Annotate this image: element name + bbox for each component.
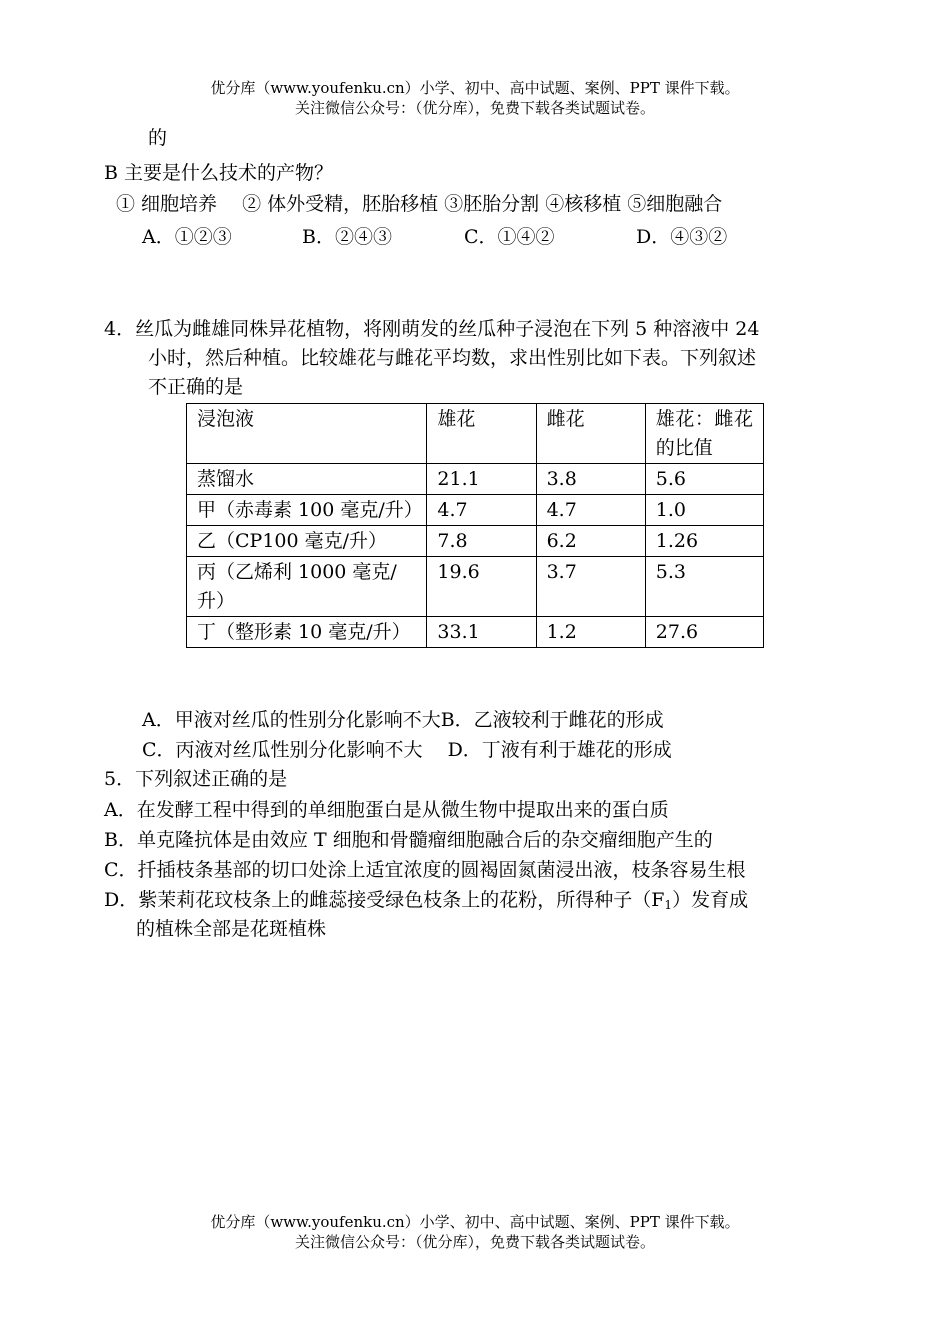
table-cell: 1.26 xyxy=(645,526,763,557)
header-line-2: 关注微信公众号：（优分库），免费下载各类试题试卷。 xyxy=(294,99,655,117)
q5-stem: 5．下列叙述正确的是 xyxy=(104,768,288,790)
table-cell: 7.8 xyxy=(427,526,536,557)
table-header-cell: 雄花：雌花的比值 xyxy=(645,404,763,464)
q4-options-cd: C．丙液对丝瓜性别分化影响不大 D．丁液有利于雄花的形成 xyxy=(142,739,672,761)
table-header-cell: 雄花 xyxy=(427,404,536,464)
q4-options-ab: A．甲液对丝瓜的性别分化影响不大B．乙液较利于雌花的形成 xyxy=(142,709,664,731)
table-header-cell: 浸泡液 xyxy=(187,404,427,464)
table-row xyxy=(187,617,764,648)
table-cell: 蒸馏水 xyxy=(187,464,427,495)
q3-option-c: C．①④② xyxy=(464,226,555,248)
footer-line-1: 优分库（www.youfenku.cn）小学、初中、高中试题、案例、PPT 课件下载。 xyxy=(210,1213,740,1231)
q5-option-d xyxy=(104,887,748,918)
footer-line-2: 关注微信公众号：（优分库），免费下载各类试题试卷。 xyxy=(294,1233,655,1251)
q3-option-d: D．④③② xyxy=(636,226,728,248)
results-table xyxy=(186,403,764,648)
subscript: 1 xyxy=(664,898,673,912)
table-cell: 5.6 xyxy=(645,464,763,495)
table-cell: 甲（赤毒素 100 毫克/升） xyxy=(187,495,427,526)
table-cell: 乙（CP100 毫克/升） xyxy=(187,526,427,557)
q3-option-a: A．①②③ xyxy=(142,226,232,248)
table-cell: 6.2 xyxy=(536,526,645,557)
table-row xyxy=(187,526,764,557)
q5-option-b: B．单克隆抗体是由效应 T 细胞和骨髓瘤细胞融合后的杂交瘤细胞产生的 xyxy=(104,829,713,851)
table-header-row xyxy=(187,404,764,464)
table-cell: 27.6 xyxy=(645,617,763,648)
q5-option-d-text-end: ）发育成 xyxy=(672,889,749,911)
q5-option-d-line-2: 的植株全部是花斑植株 xyxy=(136,918,327,940)
table-row xyxy=(187,557,764,617)
q4-stem-line-2: 小时，然后种植。比较雄花与雌花平均数，求出性别比如下表。下列叙述 xyxy=(148,347,757,369)
q3-option-b: B．②④③ xyxy=(302,226,392,248)
table-header-cell: 雌花 xyxy=(536,404,645,464)
q3-items: ① 细胞培养 ② 体外受精，胚胎移植 ③胚胎分割 ④核移植 ⑤细胞融合 xyxy=(116,193,723,215)
q5-option-c: C．扦插枝条基部的切口处涂上适宜浓度的圆褐固氮菌浸出液，枝条容易生根 xyxy=(104,859,746,881)
header-line-1: 优分库（www.youfenku.cn）小学、初中、高中试题、案例、PPT 课件下载。 xyxy=(210,79,740,97)
table-cell: 1.2 xyxy=(536,617,645,648)
table-cell: 1.0 xyxy=(645,495,763,526)
table-cell: 4.7 xyxy=(536,495,645,526)
table-cell: 3.8 xyxy=(536,464,645,495)
table-cell: 33.1 xyxy=(427,617,536,648)
q4-stem-line-1: 4．丝瓜为雌雄同株异花植物，将刚萌发的丝瓜种子浸泡在下列 5 种溶液中 24 xyxy=(104,318,760,340)
table-row xyxy=(187,464,764,495)
table-cell: 丁（整形素 10 毫克/升） xyxy=(187,617,427,648)
q4-stem-line-3: 不正确的是 xyxy=(148,376,244,398)
table-cell: 丙（乙烯利 1000 毫克/升） xyxy=(187,557,427,617)
table-cell: 4.7 xyxy=(427,495,536,526)
table-cell: 5.3 xyxy=(645,557,763,617)
q3-question: B 主要是什么技术的产物？ xyxy=(104,162,334,184)
table-cell: 19.6 xyxy=(427,557,536,617)
table-cell: 21.1 xyxy=(427,464,536,495)
table-cell: 3.7 xyxy=(536,557,645,617)
q5-option-a: A．在发酵工程中得到的单细胞蛋白是从微生物中提取出来的蛋白质 xyxy=(104,799,669,821)
q5-option-d-text: D．紫茉莉花玟枝条上的雌蕊接受绿色枝条上的花粉，所得种子（F xyxy=(104,889,665,911)
q3-continuation: 的 xyxy=(148,127,168,149)
table-row xyxy=(187,495,764,526)
